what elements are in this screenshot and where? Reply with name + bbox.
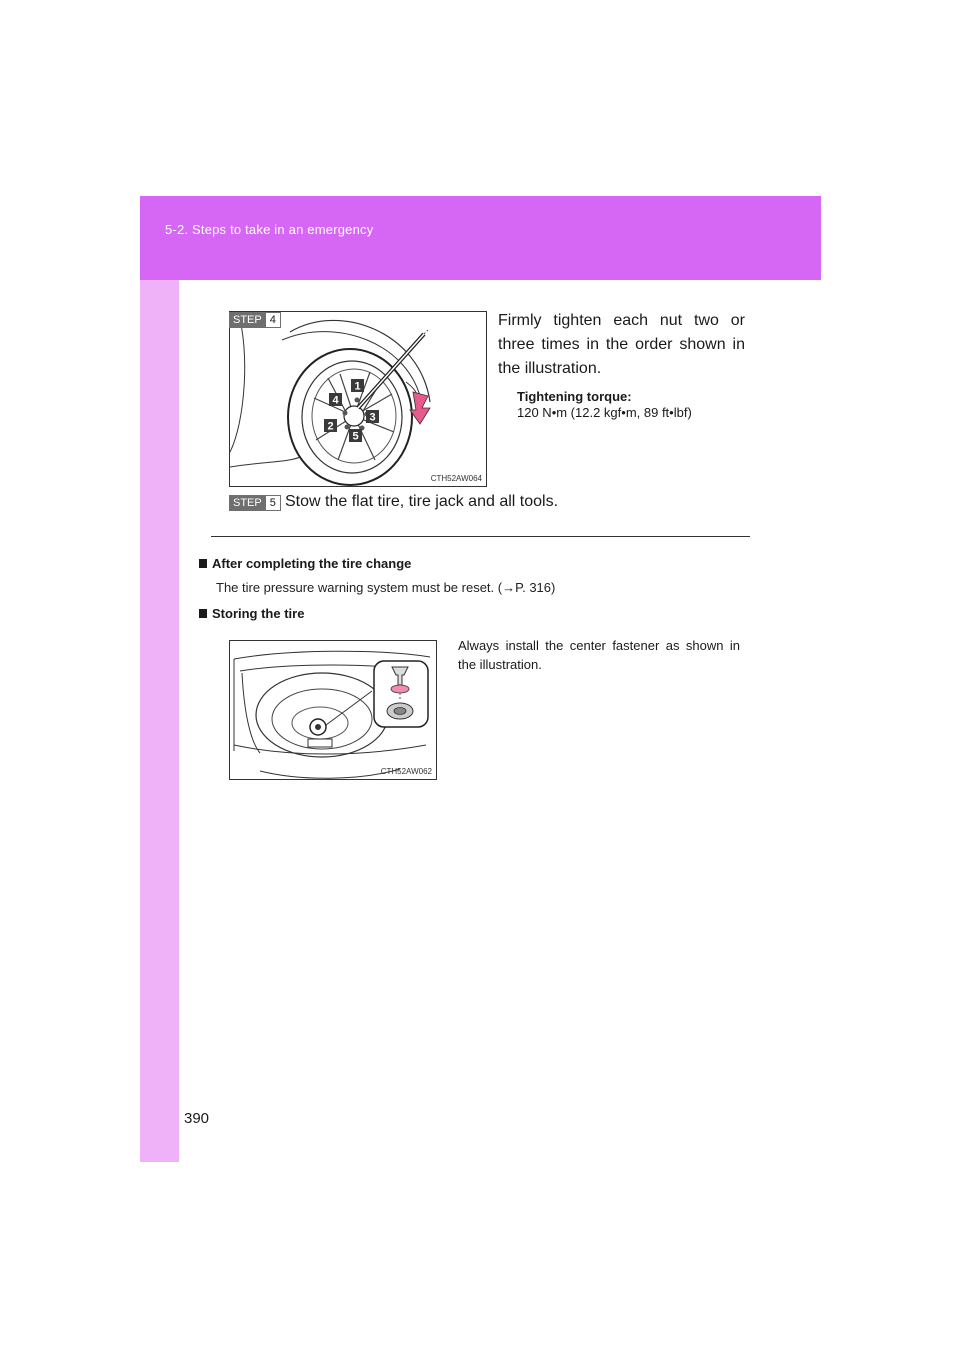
nut-order-badge-1	[351, 379, 364, 393]
step-4-tag: STEP 4	[229, 312, 281, 328]
note-heading-after-change: After completing the tire change	[199, 556, 411, 571]
svg-text:2: 2	[327, 420, 334, 433]
note-text-after-change: The tire pressure warning system must be reset. (→P. 316)	[216, 580, 556, 595]
square-bullet-icon	[199, 609, 207, 618]
side-strip	[140, 196, 179, 1162]
torque-label: Tightening torque:	[517, 389, 632, 404]
nut-order-badge-5	[349, 429, 362, 443]
square-bullet-icon	[199, 559, 207, 568]
spare-tire-storage-illustration	[229, 640, 437, 780]
step-5-instruction: Stow the flat tire, tire jack and all tools.	[285, 493, 559, 510]
header-band	[140, 196, 821, 280]
figure-code: CTH52AW062	[380, 767, 432, 776]
step-4-instruction: Firmly tighten each nut two or three times in the order shown in the illustration.	[498, 312, 745, 377]
section-title: 5-2. Steps to take in an emergency	[165, 222, 374, 237]
nut-order-badge-2	[324, 419, 337, 433]
torque-value: 120 N•m (12.2 kgf•m, 89 ft•lbf)	[517, 405, 692, 420]
svg-text:5: 5	[352, 430, 359, 443]
note-heading-storing: Storing the tire	[199, 606, 304, 621]
wheel-nut-illustration	[229, 311, 487, 487]
svg-text:4: 4	[332, 394, 339, 407]
nut-order-badge-4	[329, 393, 342, 407]
svg-text:1: 1	[354, 380, 361, 393]
nut-order-badge-3	[366, 410, 379, 424]
step-5-tag: STEP 5	[229, 495, 281, 511]
svg-text:3: 3	[369, 411, 376, 424]
note-text-storing: Always install the center fastener as shown in the illustration.	[458, 638, 740, 672]
figure-code: CTH52AW064	[430, 474, 482, 483]
divider	[211, 536, 750, 537]
page-number: 390	[184, 1110, 210, 1127]
